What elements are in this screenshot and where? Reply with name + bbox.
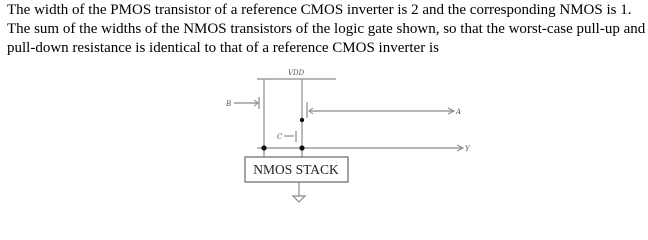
input-b-label: B: [226, 100, 232, 108]
output-label: Y: [465, 145, 470, 153]
question-line-3: pull-down resistance is identical to that of a reference CMOS inverter is: [7, 40, 439, 56]
question-line-2: The sum of the widths of the NMOS transistors of the logic gate shown, so that the worst-case pull-up and: [7, 21, 646, 37]
junction-dot: [300, 118, 304, 122]
ground-symbol: [293, 196, 305, 202]
input-c-label: C: [277, 133, 283, 141]
vdd-label: VDD: [288, 69, 305, 77]
question-line-1: The width of the PMOS transistor of a reference CMOS inverter is 2 and the corresponding NMOS is 1.: [7, 2, 632, 18]
input-a-label: A: [456, 108, 462, 116]
junction-dot: [299, 145, 304, 150]
junction-dot: [261, 145, 266, 150]
nmos-stack-label: NMOS STACK: [253, 162, 339, 177]
